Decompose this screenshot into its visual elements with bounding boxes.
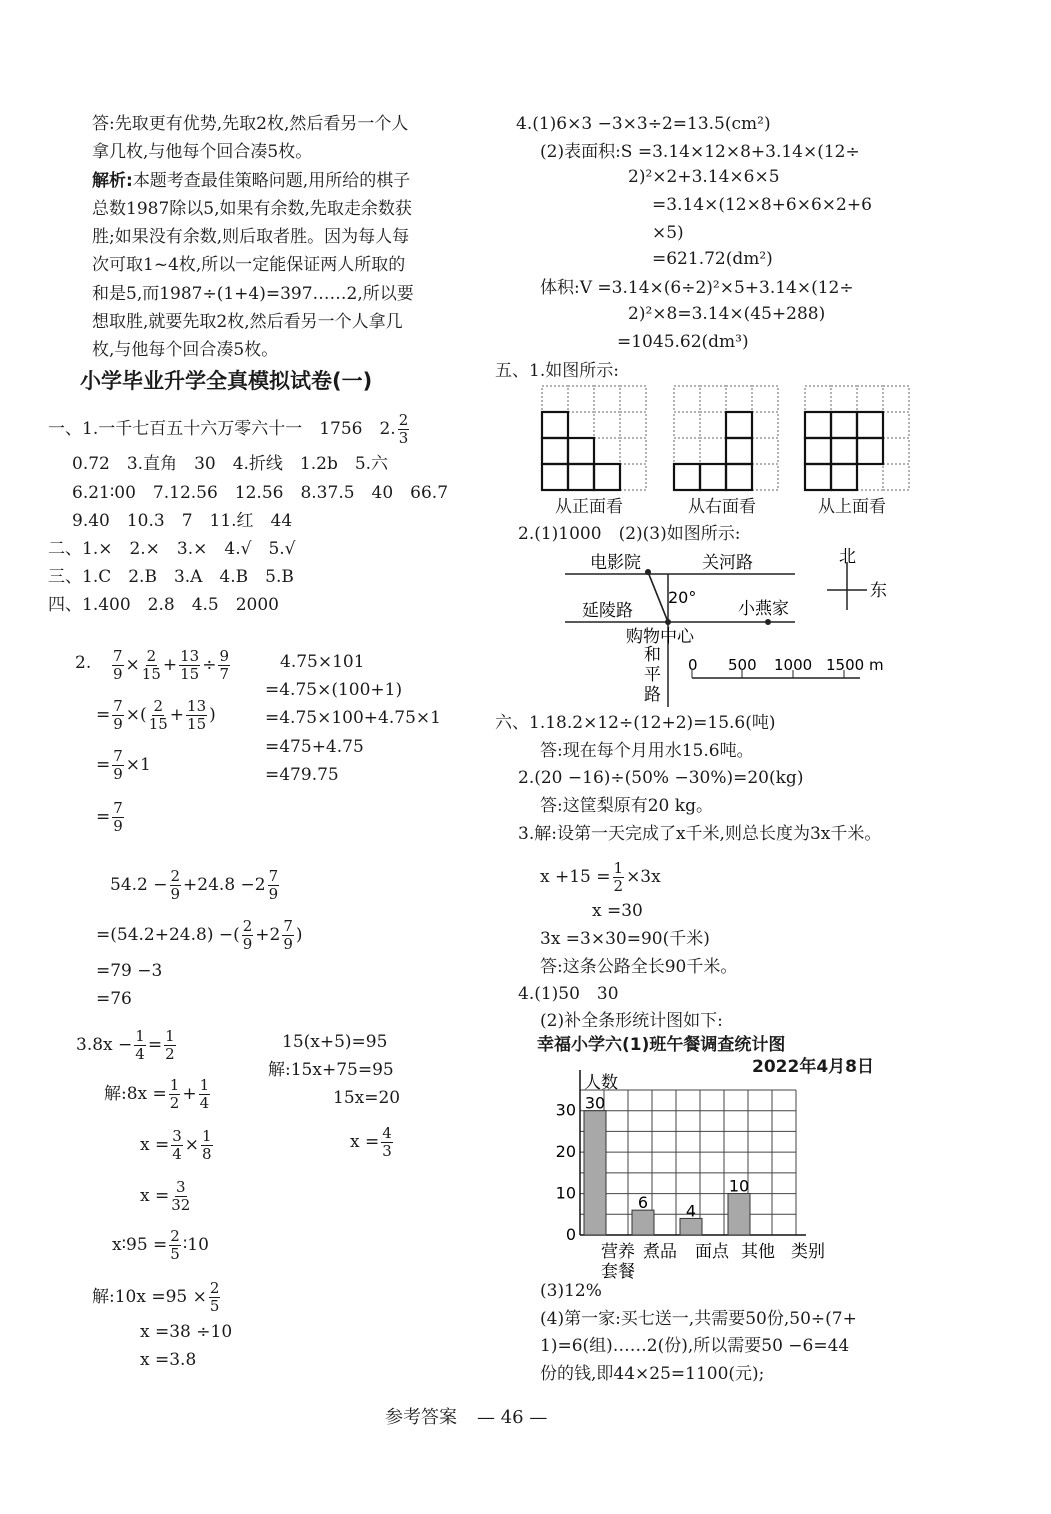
view-cell bbox=[568, 438, 594, 464]
view-cell bbox=[857, 412, 883, 438]
view-cell bbox=[542, 464, 568, 490]
section-6-eq-1: x +15 = $\frac{1}{2}$ ×3x bbox=[540, 859, 661, 895]
section-1-line-4: 9.40 10.3 7 11.红 44 bbox=[72, 511, 293, 531]
section-5-line-2: 2.(1)1000 (2)(3)如图所示: bbox=[518, 524, 741, 544]
bar-3 bbox=[728, 1194, 750, 1235]
section-6-eq-3: 3x =3×30=90(千米) bbox=[540, 929, 710, 949]
section-6-answer-3: 答:这条公路全长90千米。 bbox=[540, 957, 738, 977]
view-cell bbox=[831, 464, 857, 490]
category-label: 套餐 bbox=[601, 1262, 635, 1282]
analysis-label: 解析: bbox=[92, 171, 133, 191]
view-cell bbox=[726, 464, 752, 490]
analysis-line-6: 想取胜,就要先取2枚,然后看另一个人拿几 bbox=[92, 312, 403, 332]
footer-label: 参考答案 bbox=[385, 1407, 457, 1428]
calc3-line-3: =79 −3 bbox=[96, 961, 163, 981]
calc2-line-4: =475+4.75 bbox=[265, 737, 364, 757]
q4-line-6: =621.72(dm²) bbox=[652, 249, 773, 269]
eq2-line-4: x = $\frac{4}{3}$ bbox=[350, 1124, 392, 1160]
map-cinema: 电影院 bbox=[590, 553, 641, 573]
q4-line-4: =3.14×(12×8+6×6×2+6 bbox=[652, 195, 872, 215]
y-tick-label: 20 bbox=[555, 1142, 576, 1162]
view-cell bbox=[857, 438, 883, 464]
scale-0: 0 bbox=[688, 656, 698, 674]
section-1-line-2: 0.72 3.直角 30 4.折线 1.2b 5.六 bbox=[72, 454, 389, 474]
lunch-bar-chart bbox=[540, 1060, 840, 1285]
q4-line-1: 4.(1)6×3 −3×3÷2=13.5(cm²) bbox=[516, 114, 771, 134]
eq1-line-3: x = $\frac{3}{4}$ × $\frac{1}{8}$ bbox=[140, 1127, 212, 1163]
calc1-line-1: $\frac{7}{9}$ × $\frac{2}{15}$ + $\frac{13}{15}$ ÷ $\frac{9}{7}$ bbox=[113, 647, 230, 683]
category-label: 营养 bbox=[601, 1242, 635, 1262]
map-mall: 购物中心 bbox=[626, 627, 694, 647]
q4-line-3: 2)²×2+3.14×6×5 bbox=[628, 167, 780, 187]
eq1-line-1: 3.8x − $\frac{1}{4}$ = $\frac{1}{2}$ bbox=[76, 1027, 175, 1063]
view-cell bbox=[831, 412, 857, 438]
calc3-line-4: =76 bbox=[96, 989, 132, 1009]
map-heping-3: 路 bbox=[644, 685, 661, 705]
calc2-line-3: =4.75×100+4.75×1 bbox=[265, 708, 441, 728]
section-1-line-3: 6.21∶00 7.12.56 12.56 8.37.5 40 66.7 bbox=[72, 483, 449, 503]
section-6-line-5: 3.解:设第一天完成了x千米,则总长度为3x千米。 bbox=[518, 824, 882, 844]
section-2: 二、1.× 2.× 3.× 4.√ 5.√ bbox=[48, 539, 296, 559]
view-cell bbox=[542, 412, 568, 438]
section-6-q4-line-3: (3)12% bbox=[540, 1281, 602, 1301]
compass-north: 北 bbox=[839, 547, 856, 567]
map-heping-2: 平 bbox=[644, 665, 661, 685]
chart-subtitle: 2022年4月8日 bbox=[752, 1057, 874, 1077]
eq3-line-1: x∶95 = $\frac{2}{5}$ ∶10 bbox=[112, 1227, 209, 1263]
bar-2 bbox=[680, 1218, 702, 1235]
section-3: 三、1.C 2.B 3.A 4.B 5.B bbox=[48, 567, 294, 587]
y-axis-label: 人数 bbox=[584, 1073, 618, 1093]
bar-value-label: 30 bbox=[584, 1093, 606, 1113]
scale-1500: 1500 m bbox=[826, 656, 884, 674]
view-cell bbox=[700, 464, 726, 490]
chart-title: 幸福小学六(1)班午餐调查统计图 bbox=[537, 1035, 786, 1055]
category-label: 煮品 bbox=[643, 1242, 677, 1262]
eq2-line-2: 解:15x+75=95 bbox=[268, 1060, 394, 1080]
x-axis-label: 类别 bbox=[791, 1242, 825, 1262]
view-cell bbox=[805, 464, 831, 490]
calc1-line-4: = $\frac{7}{9}$ bbox=[96, 799, 123, 835]
eq3-line-4: x =3.8 bbox=[140, 1350, 197, 1370]
q4-line-8: 2)²×8=3.14×(45+288) bbox=[628, 304, 826, 324]
section-6-q4-line-5: 1)=6(组)……2(份),所以需要50 −6=44 bbox=[540, 1336, 850, 1356]
eq2-line-1: 15(x+5)=95 bbox=[282, 1032, 388, 1052]
bar-value-label: 10 bbox=[728, 1176, 750, 1196]
view-cell bbox=[542, 438, 568, 464]
three-views-figure bbox=[540, 384, 920, 494]
view-cell bbox=[805, 412, 831, 438]
analysis-line-5: 和是5,而1987÷(1+4)=397……2,所以要 bbox=[92, 284, 414, 304]
analysis-line-4: 次可取1~4枚,所以一定能保证两人所取的 bbox=[92, 255, 406, 275]
calc2-line-2: =4.75×(100+1) bbox=[265, 680, 403, 700]
eq3-line-2: 解:10x =95 × $\frac{2}{5}$ bbox=[92, 1279, 220, 1315]
exam-title: 小学毕业升学全真模拟试卷(一) bbox=[80, 369, 373, 393]
calc3-line-1: 54.2 − $\frac{2}{9}$ +24.8 −2 $\frac{7}{9}$ bbox=[110, 867, 279, 903]
calc1-line-2: = $\frac{7}{9}$ ×( $\frac{2}{15}$ + $\frac{13}{15}$ ) bbox=[96, 697, 216, 733]
view-grid-1 bbox=[674, 386, 778, 490]
calc2-line-5: =479.75 bbox=[265, 765, 339, 785]
fraction: $\frac{2}{3}$ bbox=[398, 411, 409, 447]
bar-1 bbox=[632, 1210, 654, 1235]
section-6-line-3: 2.(20 −16)÷(50% −30%)=20(kg) bbox=[518, 768, 804, 788]
scale-500: 500 bbox=[728, 656, 757, 674]
section-6-eq-2: x =30 bbox=[592, 901, 643, 921]
view-cell bbox=[726, 412, 752, 438]
route-map bbox=[560, 542, 900, 712]
answer-line-1: 答:先取更有优势,先取2枚,然后看另一个人 bbox=[92, 114, 409, 134]
view-cell bbox=[726, 438, 752, 464]
calc2-line-1: 4.75×101 bbox=[280, 652, 365, 672]
section-6-q4-line-1: 4.(1)50 30 bbox=[518, 984, 619, 1004]
view-cell bbox=[831, 438, 857, 464]
section-6-q4-line-6: 份的钱,即44×25=1100(元); bbox=[540, 1364, 765, 1384]
section-6-line-2: 答:现在每个月用水15.6吨。 bbox=[540, 741, 754, 761]
calc1-line-3: = $\frac{7}{9}$ ×1 bbox=[96, 747, 151, 783]
map-angle: 20° bbox=[668, 588, 697, 607]
view-label-right: 从右面看 bbox=[688, 497, 756, 517]
q4-line-2: (2)表面积:S =3.14×12×8+3.14×(12÷ bbox=[540, 142, 860, 162]
map-yanling-road: 延陵路 bbox=[582, 601, 633, 621]
map-heping-1: 和 bbox=[644, 645, 661, 665]
q4-line-9: =1045.62(dm³) bbox=[617, 332, 749, 352]
answer-line-2: 拿几枚,与他每个回合凑5枚。 bbox=[92, 142, 313, 162]
analysis-line-7: 枚,与他每个回合凑5枚。 bbox=[92, 340, 279, 360]
view-cell bbox=[568, 464, 594, 490]
view-label-top: 从上面看 bbox=[818, 497, 886, 517]
y-tick-label: 30 bbox=[555, 1100, 576, 1120]
view-grid-2 bbox=[805, 386, 909, 490]
view-cell bbox=[594, 464, 620, 490]
view-cell bbox=[674, 464, 700, 490]
q4-line-7: 体积:V =3.14×(6÷2)²×5+3.14×(12÷ bbox=[540, 278, 854, 298]
map-guanhe-road: 关河路 bbox=[702, 553, 753, 573]
section-4: 四、1.400 2.8 4.5 2000 bbox=[48, 595, 280, 615]
section-6-q4-line-2: (2)补全条形统计图如下: bbox=[540, 1011, 723, 1031]
compass-east: 东 bbox=[870, 581, 887, 601]
y-tick-label: 0 bbox=[565, 1225, 576, 1244]
analysis-line-2: 总数1987除以5,如果有余数,先取走余数获 bbox=[92, 199, 412, 219]
eq3-line-3: x =38 ÷10 bbox=[140, 1322, 233, 1342]
calc3-line-2: =(54.2+24.8) −( $\frac{2}{9}$ +2 $\frac{7}{9}$ ) bbox=[96, 917, 303, 953]
page-number: — 46 — bbox=[477, 1407, 548, 1428]
section-6-line-1: 六、1.18.2×12÷(12+2)=15.6(吨) bbox=[495, 713, 776, 733]
category-label: 面点 bbox=[695, 1242, 729, 1262]
section-1-line-1: 一、1.一千七百五十六万零六十一 1756 2. $\frac{2}{3}$ bbox=[48, 411, 409, 447]
view-label-front: 从正面看 bbox=[555, 497, 623, 517]
bar-0 bbox=[584, 1111, 606, 1235]
q4-line-5: ×5) bbox=[652, 223, 684, 243]
analysis-line-1: 解析:本题考查最佳策略问题,用所给的棋子 bbox=[92, 171, 411, 191]
q2-label: 2. bbox=[75, 653, 92, 673]
map-home: 小燕家 bbox=[738, 599, 789, 619]
eq1-line-2: 解:8x = $\frac{1}{2}$ + $\frac{1}{4}$ bbox=[104, 1076, 210, 1112]
y-tick-label: 10 bbox=[555, 1183, 576, 1203]
eq2-line-3: 15x=20 bbox=[333, 1088, 401, 1108]
view-cell bbox=[805, 438, 831, 464]
section-5-line-1: 五、1.如图所示: bbox=[495, 361, 619, 381]
category-label: 其他 bbox=[741, 1242, 775, 1262]
scale-1000: 1000 bbox=[774, 656, 813, 674]
bar-value-label: 4 bbox=[685, 1201, 697, 1221]
analysis-line-3: 胜;如果没有余数,则后取者胜。因为每人每 bbox=[92, 227, 410, 247]
section-6-q4-line-4: (4)第一家:买七送一,共需要50份,50÷(7+ bbox=[540, 1309, 857, 1329]
view-grid-0 bbox=[542, 386, 646, 490]
section-6-line-4: 答:这筐梨原有20 kg。 bbox=[540, 796, 713, 816]
eq1-line-4: x = $\frac{3}{32}$ bbox=[140, 1178, 191, 1214]
bar-value-label: 6 bbox=[637, 1193, 649, 1213]
